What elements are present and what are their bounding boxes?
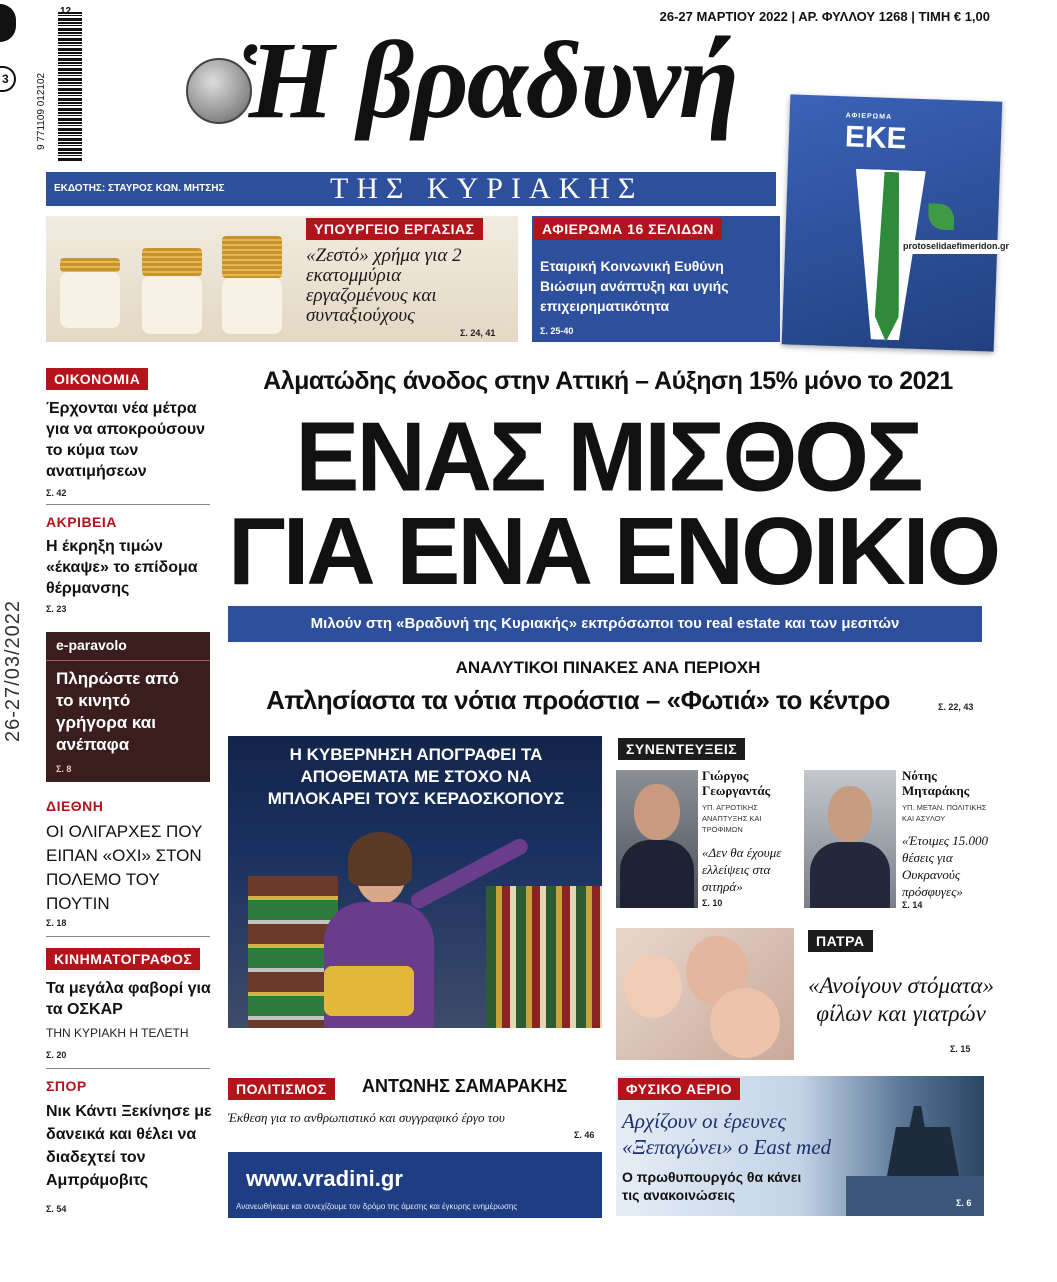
sidebar-page-prices: Σ. 23 bbox=[46, 604, 67, 614]
sidebar-label-eparavolo: e-paravolo bbox=[56, 637, 127, 653]
top-left-label: ΥΠΟΥΡΓΕΙΟ ΕΡΓΑΣΙΑΣ bbox=[306, 218, 483, 240]
main-headline-line1: ΕΝΑΣ ΜΙΣΘΟΣ bbox=[295, 402, 921, 513]
interview-role-2: ΥΠ. ΜΕΤΑΝ. ΠΟΛΙΤΙΚΗΣ ΚΑΙ ΑΣΥΛΟΥ bbox=[902, 803, 987, 823]
sidebar-text-world: ΟΙ ΟΛΙΓΑΡΧΕΣ ΠΟΥ ΕΙΠΑΝ «ΟΧΙ» ΣΤΟΝ ΠΟΛΕΜΟ ΤΟΥ ΠΟΥΤΙΝ bbox=[46, 822, 203, 913]
section-marker-circle: 3 bbox=[0, 66, 16, 92]
sidebar-label-cinema: ΚΙΝΗΜΑΤΟΓΡΑΦΟΣ bbox=[46, 948, 200, 970]
top-right-headline: Εταιρική Κοινωνική Ευθύνη Βιώσιμη ανάπτυξη και υγιής επιχειρηματικότητα bbox=[540, 258, 729, 314]
supplement-cover bbox=[782, 94, 1003, 351]
barcode bbox=[58, 12, 82, 162]
face bbox=[828, 786, 872, 842]
sidebar-text-economy: Έρχονται νέα μέτρα για να αποκρούσουν το κύμα των ανατιμήσεων bbox=[46, 400, 206, 480]
sidebar-label-prices: ΑΚΡΙΒΕΙΑ bbox=[46, 514, 117, 530]
sidebar-divider bbox=[46, 504, 210, 505]
website-tagline: Ανανεωθήκαμε και συνεχίζουμε τον δρόμο της άμεσης και έγκυρης ενημέρωσης bbox=[236, 1202, 518, 1211]
interview-page-1: Σ. 10 bbox=[702, 898, 723, 908]
culture-name: ΑΝΤΩΝΗΣ ΣΑΜΑΡΑΚΗΣ bbox=[362, 1076, 568, 1096]
issue-code: 12 bbox=[60, 6, 72, 17]
top-left-page: Σ. 24, 41 bbox=[460, 328, 496, 338]
sidebar-page-cinema: Σ. 20 bbox=[46, 1050, 67, 1060]
patra-headline: «Ανοίγουν στόματα» φίλων και γιατρών bbox=[808, 973, 994, 1026]
sidebar-label-world: ΔΙΕΘΝΗ bbox=[46, 798, 104, 814]
portrait-mitarakis bbox=[804, 770, 896, 908]
publisher: ΕΚΔΟΤΗΣ: ΣΤΑΥΡΟΣ ΚΩΝ. ΜΗΤΣΗΣ bbox=[54, 183, 225, 194]
sidebar-text-cinema: Τα μεγάλα φαβορί για τα ΟΣΚΑΡ bbox=[46, 980, 211, 1018]
sidebar-page-world: Σ. 18 bbox=[46, 918, 67, 928]
culture-label: ΠΟΛΙΤΙΣΜΟΣ bbox=[228, 1078, 335, 1100]
main-headline-line2: ΓΙΑ ΕΝΑ ΕΝΟΙΚΙΟ bbox=[228, 498, 999, 605]
gas-subhead: Ο πρωθυπουργός θα κάνει τις ανακοινώσεις bbox=[622, 1169, 802, 1203]
interview-quote-1: «Δεν θα έχουμε ελλείψεις στα σιτηρά» bbox=[702, 845, 782, 894]
coin-stack-large bbox=[222, 236, 282, 278]
culture-text: Έκθεση για το ανθρωπιστικό και συγγραφικό έργο του bbox=[228, 1110, 505, 1125]
sidebar-page-sport: Σ. 54 bbox=[46, 1204, 67, 1214]
supplement-title: ΕΚΕ bbox=[844, 120, 908, 156]
drilling-rig bbox=[878, 1106, 968, 1176]
sidebar-label-sport: ΣΠΟΡ bbox=[46, 1078, 87, 1094]
main-sub-headline: Απλησίαστα τα νότια προάστια – «Φωτιά» το κέντρο bbox=[266, 685, 890, 715]
top-right-label: ΑΦΙΕΡΩΜΑ 16 ΣΕΛΙΔΩΝ bbox=[534, 218, 722, 240]
gas-page: Σ. 6 bbox=[956, 1198, 972, 1208]
interview-page-2: Σ. 14 bbox=[902, 900, 923, 910]
children-photo bbox=[616, 928, 794, 1060]
interview-name-1: Γιώργος Γεωργαντάς bbox=[702, 768, 771, 798]
sidebar-text-prices: Η έκρηξη τιμών «έκαψε» το επίδομα θέρμανσης bbox=[46, 538, 198, 597]
main-sub-kicker: ΑΝΑΛΥΤΙΚΟΙ ΠΙΝΑΚΕΣ ΑΝΑ ΠΕΡΙΟΧΗ bbox=[455, 658, 761, 677]
interview-name-2: Νότης Μηταράκης bbox=[902, 768, 970, 798]
sidebar-subtext-cinema: ΤΗΝ ΚΥΡΙΑΚΗ Η ΤΕΛΕΤΗ bbox=[46, 1026, 189, 1040]
date-line: 26-27 ΜΑΡΤΙΟΥ 2022 | ΑΡ. ΦΥΛΛΟΥ 1268 | ΤΙΜΗ € 1,00 bbox=[659, 9, 990, 24]
sidebar-page-economy: Σ. 42 bbox=[46, 488, 67, 498]
sidebar-divider bbox=[46, 1068, 210, 1069]
coin-stack-small bbox=[60, 258, 120, 272]
main-page: Σ. 22, 43 bbox=[938, 702, 974, 712]
suit bbox=[620, 840, 694, 908]
sidebar-text-eparavolo: Πληρώστε από το κινητό γρήγορα και ανέπαφα bbox=[56, 669, 179, 754]
sidebar-divider bbox=[46, 936, 210, 937]
photo-story-headline: Η ΚΥΒΕΡΝΗΣΗ ΑΠΟΓΡΑΦΕΙ ΤΑ ΑΠΟΘΕΜΑΤΑ ΜΕ ΣΤΟΧΟ ΝΑ ΜΠΛΟΚΑΡΕΙ ΤΟΥΣ ΚΕΡΔΟΣΚΟΠΟΥΣ bbox=[267, 745, 565, 808]
leaf bbox=[928, 203, 955, 230]
shelf-right bbox=[486, 886, 602, 1028]
page-marker-left bbox=[0, 4, 16, 42]
face bbox=[634, 784, 680, 840]
shopper-hair bbox=[348, 832, 412, 886]
patra-label: ΠΑΤΡΑ bbox=[808, 930, 873, 952]
culture-page: Σ. 46 bbox=[574, 1130, 595, 1140]
patra-page: Σ. 15 bbox=[950, 1044, 971, 1054]
main-blue-bar: Μιλούν στη «Βραδυνή της Κυριακής» εκπρόσωποι του real estate και των μεσιτών bbox=[228, 606, 982, 642]
coin-stack-medium bbox=[142, 248, 202, 276]
sidebar-label-economy: ΟΙΚΟΝΟΜΙΑ bbox=[46, 368, 148, 390]
masthead-subtitle: ΤΗΣ ΚΥΡΙΑΚΗΣ bbox=[330, 172, 644, 205]
sidebar-text-sport: Νικ Κάντι Ξεκίνησε με δανεικά και θέλει να διαδεχτεί τον Αμπράμοβιτς bbox=[46, 1103, 212, 1189]
interviews-label: ΣΥΝΕΝΤΕΥΞΕΙΣ bbox=[618, 738, 745, 760]
top-right-page: Σ. 25-40 bbox=[540, 326, 574, 336]
sea bbox=[846, 1176, 984, 1216]
e-paravolo-rule bbox=[46, 660, 210, 661]
website-url[interactable]: www.vradini.gr bbox=[246, 1166, 403, 1191]
jar-wink bbox=[222, 278, 282, 334]
sidebar-page-eparavolo: Σ. 8 bbox=[56, 764, 72, 774]
suit bbox=[810, 842, 890, 908]
masthead-title: Ἡ βραδυνή bbox=[238, 19, 738, 141]
toddler-face bbox=[710, 988, 780, 1058]
side-date: 26-27/03/2022 bbox=[2, 599, 24, 742]
interview-role-1: ΥΠ. ΑΓΡΟΤΙΚΗΣ ΑΝΑΠΤΥΞΗΣ ΚΑΙ ΤΡΟΦΙΜΩΝ bbox=[702, 803, 762, 834]
main-kicker: Αλματώδης άνοδος στην Αττική – Αύξηση 15% μόνο το 2021 bbox=[263, 367, 953, 395]
gas-label: ΦΥΣΙΚΟ ΑΕΡΙΟ bbox=[618, 1078, 740, 1100]
barcode-number: 9 771109 012102 bbox=[36, 72, 47, 150]
baby-face bbox=[624, 954, 682, 1018]
top-left-headline: «Ζεστό» χρήμα για 2 εκατομμύρια εργαζομένους και συνταξιούχους bbox=[306, 245, 462, 326]
gas-headline: Αρχίζουν οι έρευνες «Ξεπαγώνει» ο East med bbox=[622, 1109, 832, 1159]
portrait-georgantas bbox=[616, 770, 698, 908]
oil-bottles bbox=[324, 966, 414, 1016]
jar-happy bbox=[142, 276, 202, 334]
supplement-tag: ΑΦΙΕΡΩΜΑ bbox=[845, 112, 893, 121]
interview-quote-2: «Έτοιμες 15.000 θέσεις για Ουκρανούς πρόσφυγες» bbox=[902, 833, 989, 899]
watermark: protoselidaefimeridon.gr bbox=[900, 240, 1010, 254]
jar-sad bbox=[60, 272, 120, 328]
